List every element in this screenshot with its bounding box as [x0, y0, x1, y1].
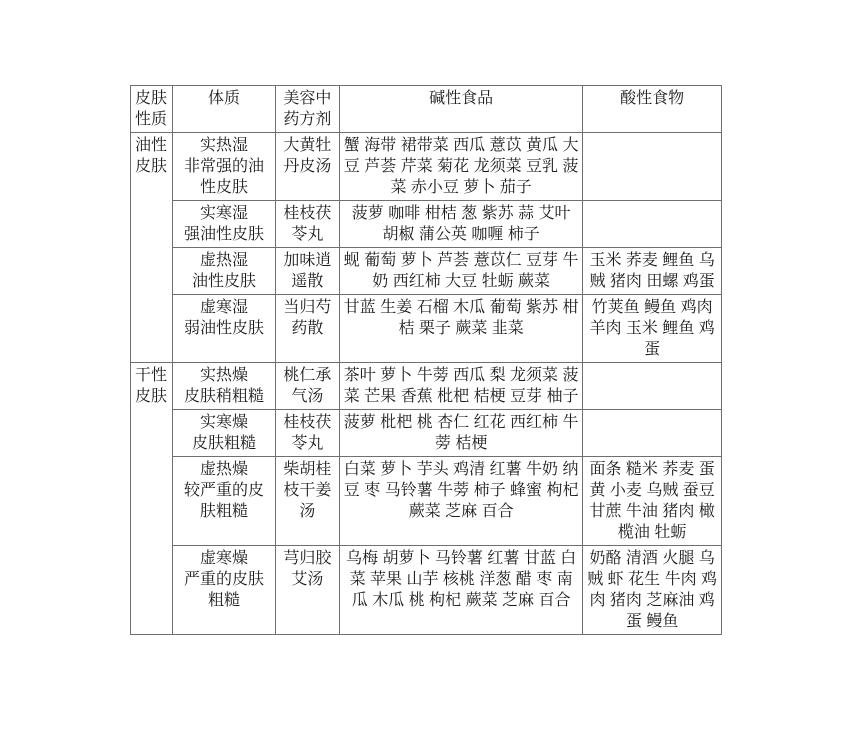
table-row — [131, 363, 722, 410]
prescription-cell: 柴胡桂枝干姜汤 — [275, 457, 339, 546]
constitution-type: 虚寒湿 — [199, 299, 248, 316]
constitution-cell — [173, 201, 276, 248]
constitution-type: 虚热湿 — [199, 252, 248, 269]
alkaline-foods-cell: 蟹 海带 裙带菜 西瓜 薏苡 黄瓜 大豆 芦荟 芹菜 菊花 龙须菜 豆乳 菠菜 赤小豆 萝卜 茄子 — [340, 133, 583, 201]
prescription-cell: 大黄牡丹皮汤 — [275, 133, 339, 201]
acidic-foods-cell: 面条 糙米 荞麦 蛋黄 小麦 乌贼 蚕豆 甘蔗 牛油 猪肉 橄榄油 牡蛎 — [583, 457, 722, 546]
prescription-cell: 当归芍药散 — [275, 295, 339, 363]
constitution-type: 实寒燥 — [199, 414, 248, 431]
constitution-severity: 油性皮肤 — [191, 273, 256, 290]
constitution-cell — [173, 546, 276, 635]
alkaline-foods-cell: 白菜 萝卜 芋头 鸡清 红薯 牛奶 纳豆 枣 马铃薯 牛蒡 柿子 蜂蜜 枸杞 蕨菜 芝麻 百合 — [340, 457, 583, 546]
acidic-foods-cell: 玉米 荞麦 鲤鱼 乌贼 猪肉 田螺 鸡蛋 — [583, 248, 722, 295]
acidic-foods-cell: 竹荚鱼 鳗鱼 鸡肉 羊肉 玉米 鲤鱼 鸡蛋 — [583, 295, 722, 363]
header-acidic-food: 酸性食物 — [583, 86, 722, 133]
constitution-cell — [173, 248, 276, 295]
skin-care-food-table — [130, 85, 722, 635]
constitution-cell — [173, 363, 276, 410]
header-alkaline-food: 碱性食品 — [340, 86, 583, 133]
acidic-foods-cell: 奶酪 清酒 火腿 乌贼 虾 花生 牛肉 鸡肉 猪肉 芝麻油 鸡蛋 鳗鱼 — [583, 546, 722, 635]
constitution-type: 虚热燥 — [199, 461, 248, 478]
header-prescription: 美容中药方剂 — [275, 86, 339, 133]
constitution-severity: 非常强的油性皮肤 — [183, 158, 264, 196]
constitution-severity: 弱油性皮肤 — [183, 320, 264, 337]
constitution-cell — [173, 133, 276, 201]
alkaline-foods-cell: 蚬 葡萄 萝卜 芦荟 薏苡仁 豆芽 牛奶 西红柿 大豆 牡蛎 蕨菜 — [340, 248, 583, 295]
constitution-type: 实热湿 — [199, 137, 248, 154]
constitution-cell — [173, 295, 276, 363]
acidic-foods-cell — [583, 363, 722, 410]
table-row — [131, 410, 722, 457]
table-row — [131, 248, 722, 295]
constitution-type: 实热燥 — [199, 367, 248, 384]
alkaline-foods-cell: 菠萝 枇杷 桃 杏仁 红花 西红柿 牛蒡 桔梗 — [340, 410, 583, 457]
constitution-type: 虚寒燥 — [199, 550, 248, 567]
group-label-dry-skin: 干性皮肤 — [131, 363, 173, 635]
alkaline-foods-cell: 甘蓝 生姜 石榴 木瓜 葡萄 紫苏 柑桔 栗子 蕨菜 韭菜 — [340, 295, 583, 363]
prescription-cell: 加味逍遥散 — [275, 248, 339, 295]
prescription-cell: 桂枝茯苓丸 — [275, 410, 339, 457]
constitution-cell — [173, 457, 276, 546]
table-row — [131, 546, 722, 635]
acidic-foods-cell — [583, 410, 722, 457]
constitution-severity: 皮肤粗糙 — [191, 435, 256, 452]
header-constitution: 体质 — [173, 86, 276, 133]
constitution-cell — [173, 410, 276, 457]
prescription-cell: 芎归胶艾汤 — [275, 546, 339, 635]
constitution-severity: 强油性皮肤 — [183, 226, 264, 243]
table-row — [131, 457, 722, 546]
acidic-foods-cell — [583, 201, 722, 248]
alkaline-foods-cell: 乌梅 胡萝卜 马铃薯 红薯 甘蓝 白菜 苹果 山芋 核桃 洋葱 醋 枣 南瓜 木瓜 桃 枸杞 蕨菜 芝麻 百合 — [340, 546, 583, 635]
group-label-oily-skin: 油性皮肤 — [131, 133, 173, 363]
acidic-foods-cell — [583, 133, 722, 201]
constitution-severity: 严重的皮肤粗糙 — [183, 571, 264, 609]
constitution-severity: 皮肤稍粗糙 — [183, 388, 264, 405]
table-row — [131, 295, 722, 363]
table-row — [131, 201, 722, 248]
constitution-severity: 较严重的皮肤粗糙 — [183, 482, 264, 520]
constitution-type: 实寒湿 — [199, 205, 248, 222]
table-row — [131, 133, 722, 201]
alkaline-foods-cell: 茶叶 萝卜 牛蒡 西瓜 梨 龙须菜 菠菜 芒果 香蕉 枇杷 桔梗 豆芽 柚子 — [340, 363, 583, 410]
alkaline-foods-cell: 菠萝 咖啡 柑桔 葱 紫苏 蒜 艾叶 胡椒 蒲公英 咖喱 柿子 — [340, 201, 583, 248]
header-skin-nature: 皮肤性质 — [131, 86, 173, 133]
header-row — [131, 86, 722, 133]
prescription-cell: 桃仁承气汤 — [275, 363, 339, 410]
prescription-cell: 桂枝茯苓丸 — [275, 201, 339, 248]
